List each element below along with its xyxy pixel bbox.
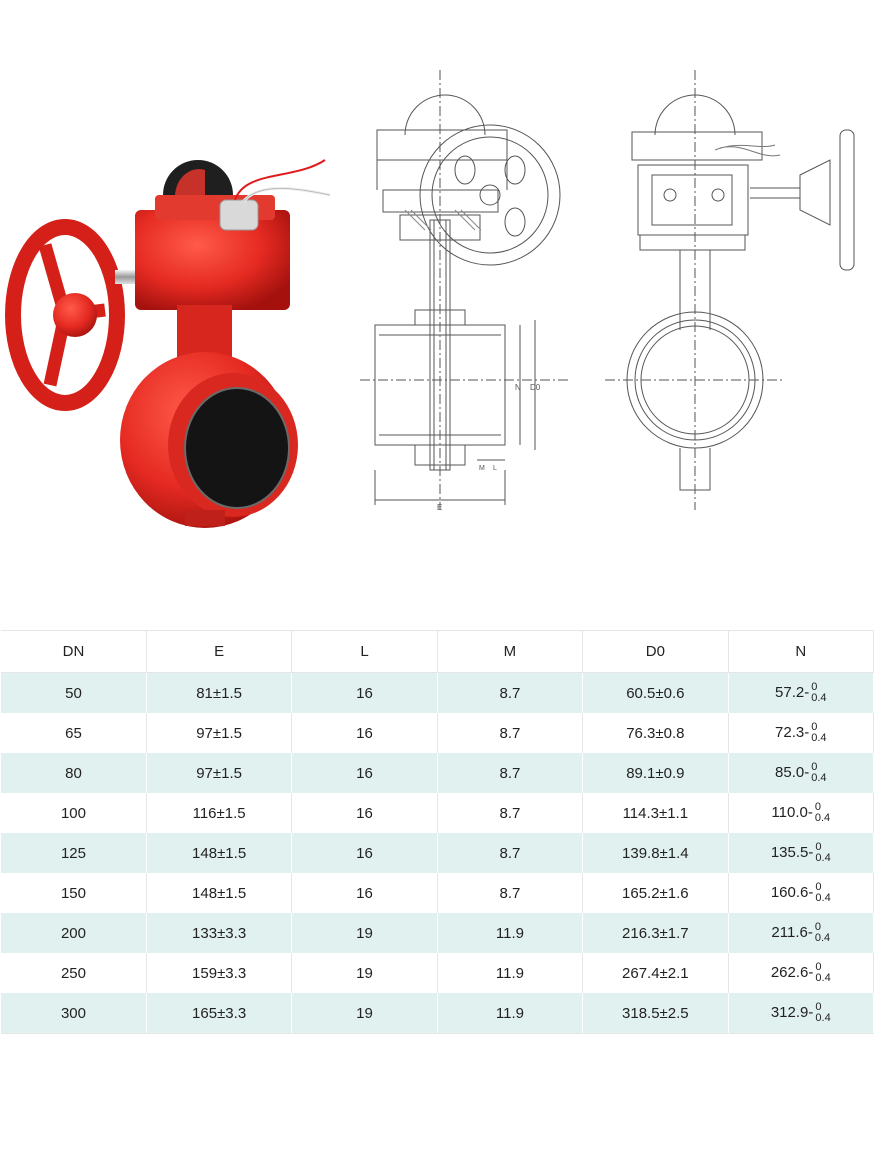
n-tolerance: [811, 682, 826, 704]
n-tolerance: [815, 802, 830, 824]
header-dn: DN: [1, 631, 146, 673]
n-tolerance-upper: 0: [815, 881, 822, 893]
cell-l: 19: [292, 913, 437, 953]
valve-product-photo: [5, 100, 335, 530]
table-row: [1, 673, 874, 714]
cell-l: 16: [292, 713, 437, 753]
cell-n: [728, 913, 873, 953]
cell-e: 165±3.3: [146, 993, 291, 1034]
header-n: N: [728, 631, 873, 673]
n-tolerance-lower: 0.4: [814, 932, 831, 944]
n-tolerance-upper: 0: [815, 1001, 822, 1013]
cell-n: [728, 873, 873, 913]
n-tolerance: [815, 922, 830, 944]
n-tolerance: [815, 882, 830, 904]
cell-e: 159±3.3: [146, 953, 291, 993]
header-e: E: [146, 631, 291, 673]
cell-l: 16: [292, 833, 437, 873]
n-nominal: 57.2-: [775, 683, 810, 701]
dimensions-table: [1, 630, 874, 1034]
cell-m: 8.7: [437, 753, 582, 793]
cell-e: 116±1.5: [146, 793, 291, 833]
n-tolerance: [811, 722, 826, 744]
table-row: [1, 713, 874, 753]
side-view-drawing: [600, 70, 870, 520]
table-row: [1, 873, 874, 913]
n-tolerance: [815, 1002, 830, 1024]
n-nominal: 160.6-: [770, 883, 814, 901]
n-tolerance-lower: 0.4: [815, 852, 831, 864]
dim-label-e: E: [437, 503, 443, 512]
cell-d0: 89.1±0.9: [583, 753, 728, 793]
cell-l: 19: [292, 993, 437, 1034]
dim-label-l: L: [493, 465, 497, 472]
n-tolerance: [811, 762, 826, 784]
cell-d0: 267.4±2.1: [583, 953, 728, 993]
n-tolerance-lower: 0.4: [815, 892, 831, 904]
dim-label-d0: D0: [530, 383, 541, 392]
n-nominal: 85.0-: [775, 763, 810, 781]
n-tolerance-upper: 0: [811, 721, 818, 733]
cell-dn: 80: [1, 753, 146, 793]
cell-dn: 125: [1, 833, 146, 873]
cell-e: 148±1.5: [146, 833, 291, 873]
cell-dn: 100: [1, 793, 146, 833]
cell-e: 97±1.5: [146, 753, 291, 793]
n-nominal: 110.0-: [771, 803, 813, 821]
n-tolerance-lower: 0.4: [815, 972, 831, 984]
cell-d0: 76.3±0.8: [583, 713, 728, 753]
n-tolerance-upper: 0: [815, 961, 822, 973]
table-row: [1, 993, 874, 1034]
front-section-drawing: [355, 70, 585, 520]
cell-d0: 60.5±0.6: [583, 673, 728, 714]
gearbox: [135, 210, 290, 310]
dim-label-n: N: [515, 383, 521, 392]
cell-m: 11.9: [437, 953, 582, 993]
cell-m: 8.7: [437, 793, 582, 833]
header-l: L: [292, 631, 437, 673]
cell-e: 97±1.5: [146, 713, 291, 753]
n-tolerance: [815, 962, 830, 984]
cell-d0: 139.8±1.4: [583, 833, 728, 873]
cell-e: 133±3.3: [146, 913, 291, 953]
n-tolerance-lower: 0.4: [811, 772, 827, 784]
table-row: [1, 953, 874, 993]
n-nominal: 72.3-: [775, 723, 810, 741]
cell-d0: 114.3±1.1: [583, 793, 728, 833]
cell-dn: 200: [1, 913, 146, 953]
cell-e: 81±1.5: [146, 673, 291, 714]
cell-d0: 318.5±2.5: [583, 993, 728, 1034]
n-nominal: 211.6-: [771, 923, 813, 941]
cell-m: 8.7: [437, 833, 582, 873]
cell-m: 8.7: [437, 713, 582, 753]
n-tolerance-lower: 0.4: [811, 692, 827, 704]
cell-m: 11.9: [437, 913, 582, 953]
cell-l: 19: [292, 953, 437, 993]
limit-switch: [220, 200, 258, 230]
n-tolerance-upper: 0: [811, 761, 818, 773]
cell-dn: 50: [1, 673, 146, 714]
cell-d0: 216.3±1.7: [583, 913, 728, 953]
n-tolerance-lower: 0.4: [815, 1012, 831, 1024]
cell-d0: 165.2±1.6: [583, 873, 728, 913]
table-header-row: [1, 631, 874, 673]
cell-l: 16: [292, 673, 437, 714]
cell-m: 8.7: [437, 673, 582, 714]
cell-m: 8.7: [437, 873, 582, 913]
cell-n: [728, 753, 873, 793]
n-tolerance-upper: 0: [815, 841, 822, 853]
n-tolerance-upper: 0: [814, 921, 821, 933]
cell-l: 16: [292, 873, 437, 913]
cell-n: [728, 953, 873, 993]
cell-n: [728, 993, 873, 1034]
handwheel: [13, 227, 117, 403]
table-row: [1, 753, 874, 793]
product-figures: [0, 60, 880, 520]
dim-label-m: M: [479, 465, 485, 472]
n-tolerance-lower: 0.4: [814, 812, 831, 824]
cell-n: [728, 833, 873, 873]
n-tolerance-lower: 0.4: [811, 732, 827, 744]
n-nominal: 312.9-: [770, 1003, 814, 1021]
n-tolerance-upper: 0: [811, 681, 818, 693]
n-nominal: 135.5-: [770, 843, 814, 861]
gear-handwheel: [420, 125, 560, 265]
n-tolerance-upper: 0: [814, 801, 821, 813]
cell-m: 11.9: [437, 993, 582, 1034]
cell-dn: 65: [1, 713, 146, 753]
cell-dn: 300: [1, 993, 146, 1034]
table-row: [1, 913, 874, 953]
cell-dn: 250: [1, 953, 146, 993]
table-row: [1, 793, 874, 833]
cell-dn: 150: [1, 873, 146, 913]
cell-n: [728, 713, 873, 753]
cell-l: 16: [292, 753, 437, 793]
table-row: [1, 833, 874, 873]
cell-n: [728, 793, 873, 833]
header-m: M: [437, 631, 582, 673]
cell-l: 16: [292, 793, 437, 833]
n-nominal: 262.6-: [770, 963, 814, 981]
n-tolerance: [815, 842, 830, 864]
cell-e: 148±1.5: [146, 873, 291, 913]
cell-n: [728, 673, 873, 714]
header-d0: D0: [583, 631, 728, 673]
